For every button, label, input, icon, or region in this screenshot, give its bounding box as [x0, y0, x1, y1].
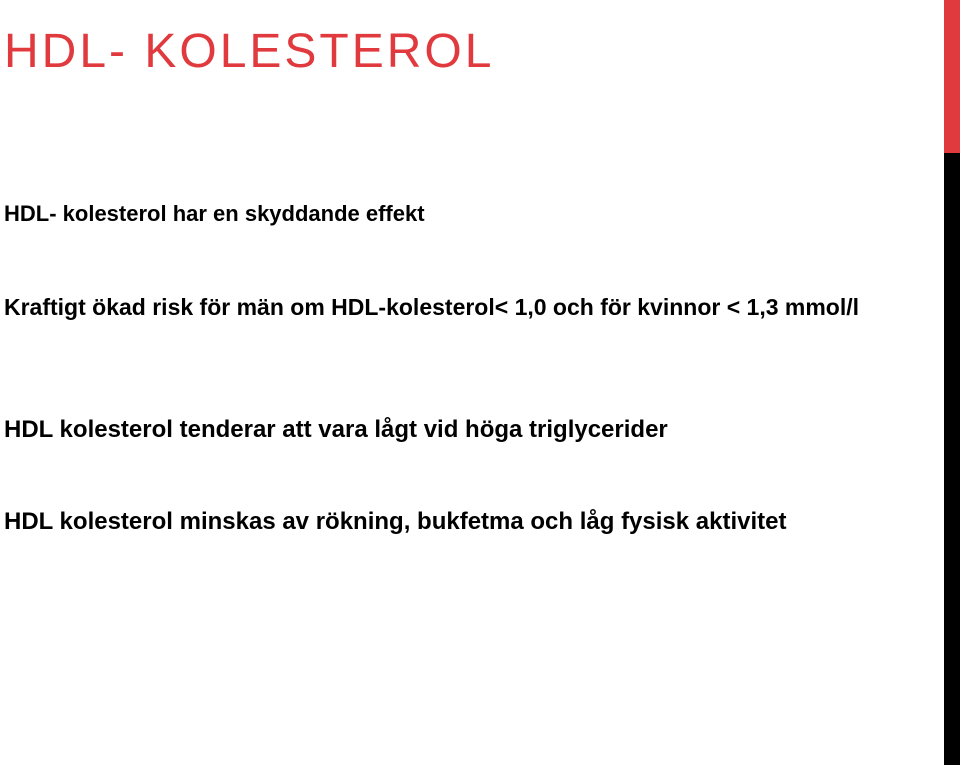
slide-title: HDL- KOLESTEROL	[4, 25, 495, 78]
paragraph-risk-levels: Kraftigt ökad risk för män om HDL-kolesterol< 1,0 och för kvinnor < 1,3 mmol/l	[4, 294, 860, 320]
paragraph-triglycerides: HDL kolesterol tenderar att vara lågt vid höga triglycerider	[4, 416, 668, 443]
paragraph-lifestyle-factors: HDL kolesterol minskas av rökning, bukfetma och låg fysisk aktivitet	[4, 508, 787, 535]
accent-bar-black	[944, 153, 960, 765]
paragraph-protective-effect: HDL- kolesterol har en skyddande effekt	[4, 201, 425, 226]
accent-bar-red	[944, 0, 960, 153]
